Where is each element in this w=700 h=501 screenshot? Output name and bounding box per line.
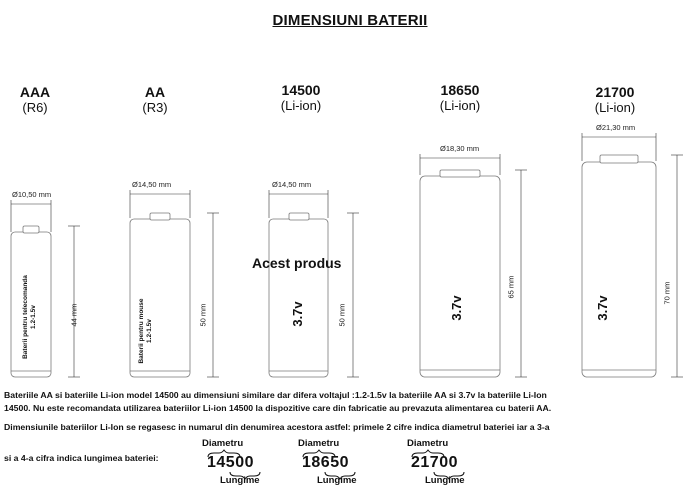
battery-type-aa: (R3) (142, 100, 168, 115)
voltage-14500: 3.7v (290, 301, 305, 327)
battery-aaa-label (22, 267, 38, 367)
code-21700-length-label: Lungime (425, 475, 465, 486)
code-21700-number: 21700 (411, 454, 458, 471)
battery-name-14500: 14500 (281, 82, 321, 98)
note-line-1: Bateriile AA si bateriile Li-ion model 14500 au dimensiuni similare dar difera voltajul :1.2-1.5v la bateriile AA si 3.7v la bateriile Li-Ion (4, 390, 547, 400)
code-14500-diameter-label: Diametru (202, 438, 244, 449)
battery-18650-outline (420, 170, 500, 377)
code-21700-diameter-label: Diametru (407, 438, 449, 449)
length-21700: 70 mm (662, 281, 672, 305)
length-aaa: 44 mm (69, 303, 79, 327)
code-18650-length-label: Lungime (317, 475, 357, 486)
diameter-21700: Ø21,30 mm (596, 123, 636, 132)
note-line-3: Dimensiunile bateriilor Li-Ion se regasesc in numarul din denumirea acestora astfel: primele 2 cifre indica diametrul bateriei iar a 3-a (4, 422, 550, 432)
battery-name-18650: 18650 (440, 82, 480, 98)
length-18650: 65 mm (506, 275, 516, 299)
battery-type-21700: (Li-ion) (594, 100, 636, 115)
battery-type-aaa: (R6) (22, 100, 48, 115)
note-line-2: 14500. Nu este recomandata utilizarea bateriilor Li-ion 14500 la dispozitive care din fabricatie au prevazuta alimentarea cu baterii AA. (4, 403, 552, 413)
diameter-18650: Ø18,30 mm (440, 144, 480, 153)
length-14500: 50 mm (337, 303, 347, 327)
battery-name-aaa: AAA (19, 84, 51, 100)
product-tag: Acest produs (252, 255, 342, 271)
battery-name-21700: 21700 (595, 84, 635, 100)
battery-type-18650: (Li-ion) (439, 98, 481, 113)
battery-21700-outline (582, 155, 656, 377)
diameter-14500: Ø14,50 mm (272, 180, 312, 189)
battery-aa-label-line2: 1.2-1.5v (146, 319, 153, 343)
battery-aaa-label-line1: Baterii pentru telecomanda (22, 275, 29, 359)
battery-type-14500: (Li-ion) (280, 98, 322, 113)
battery-aa-label-line1: Baterii pentru mouse (138, 298, 145, 364)
battery-aaa-label-line2: 1.2-1.5v (30, 305, 37, 329)
voltage-18650: 3.7v (449, 295, 464, 321)
battery-name-aa: AA (144, 84, 166, 100)
length-aa: 50 mm (198, 303, 208, 327)
diameter-aaa: Ø10,50 mm (12, 190, 52, 199)
voltage-21700: 3.7v (595, 295, 610, 321)
note-line-4: si a 4-a cifra indica lungimea bateriei: (4, 453, 159, 463)
battery-aa-label (138, 291, 154, 371)
page-title: DIMENSIUNI BATERII (272, 12, 428, 29)
code-14500-length-label: Lungime (220, 475, 260, 486)
code-18650-diameter-label: Diametru (298, 438, 340, 449)
code-18650-number: 18650 (302, 454, 349, 471)
code-14500-number: 14500 (207, 454, 254, 471)
diameter-aa: Ø14,50 mm (132, 180, 172, 189)
